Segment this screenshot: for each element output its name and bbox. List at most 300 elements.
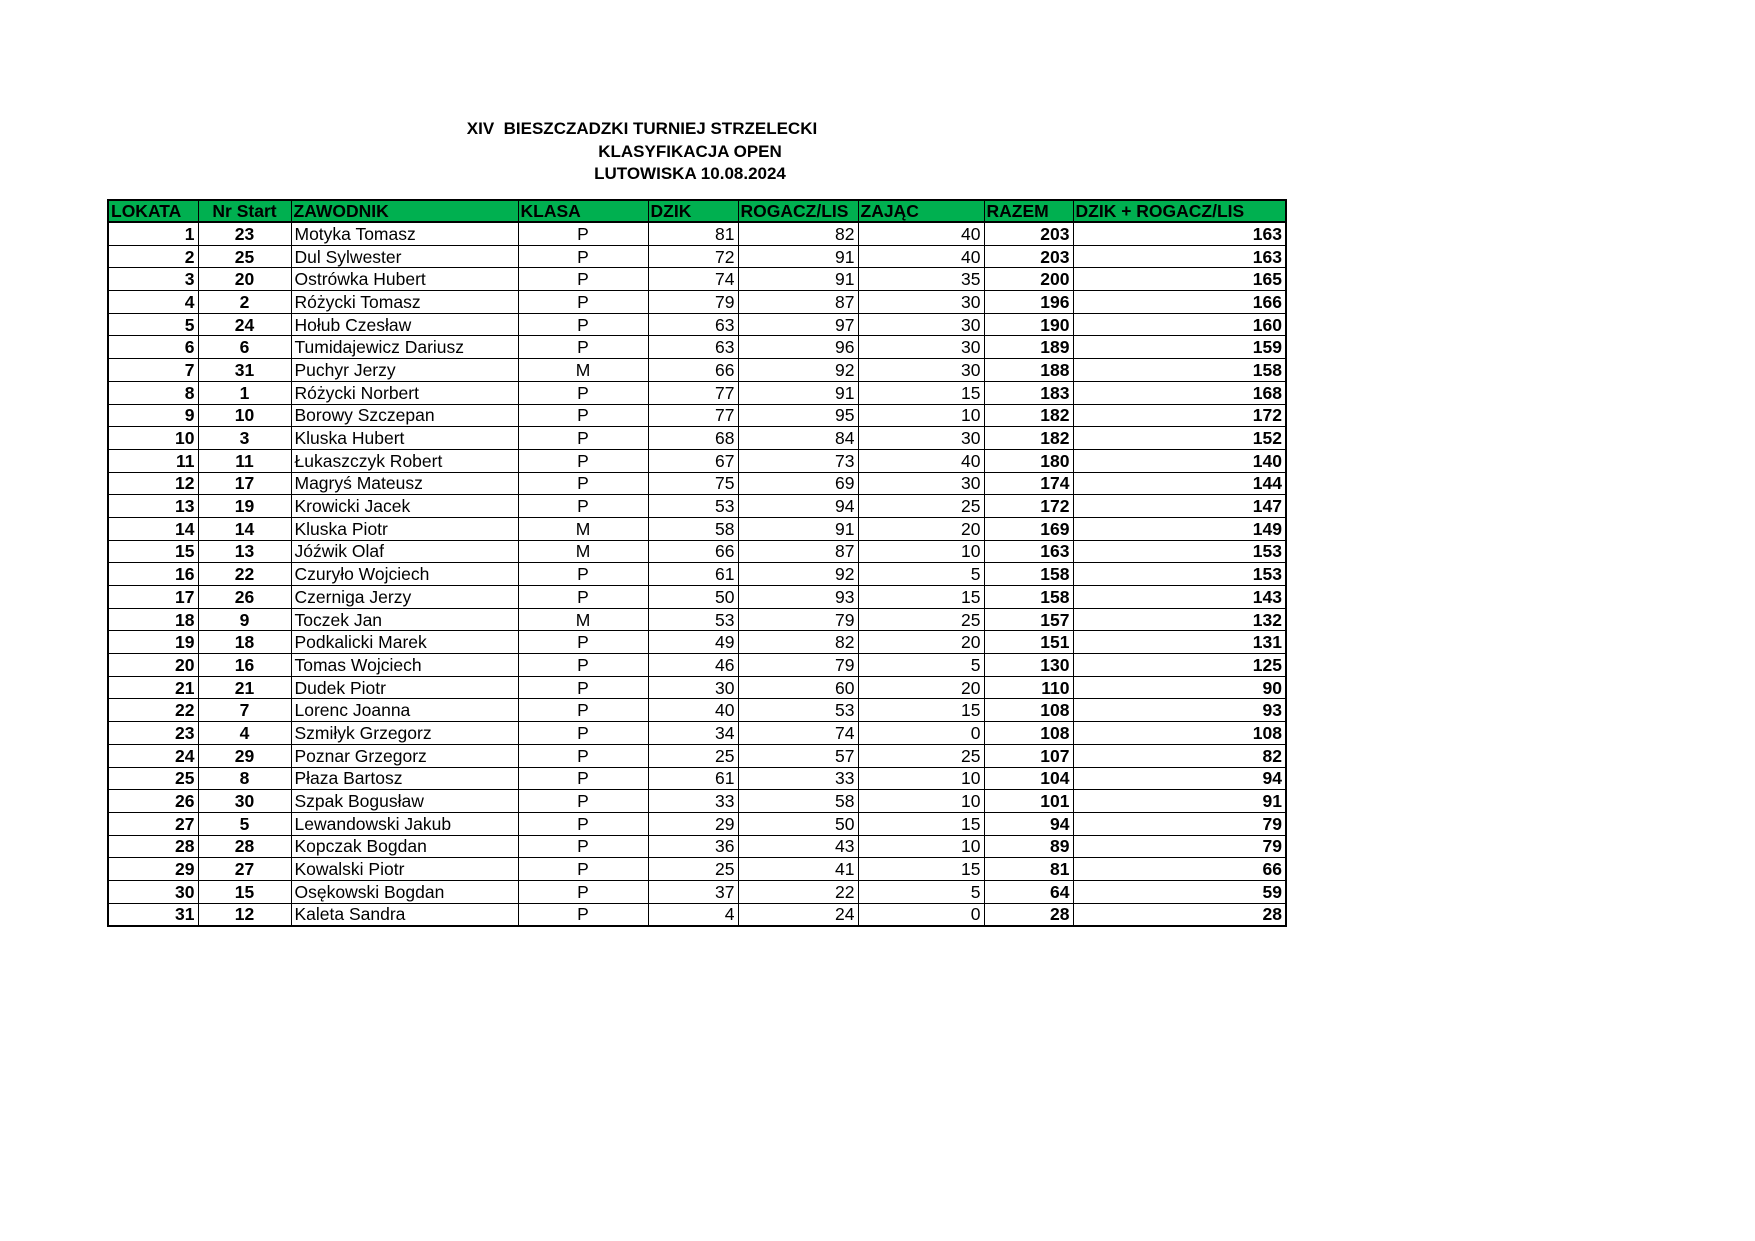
table-row <box>108 313 1286 336</box>
dzik-rogacz-lis-cell: 79 <box>1073 835 1286 858</box>
table-row <box>108 404 1286 427</box>
dzik-cell: 58 <box>648 517 738 540</box>
dzik-rogacz-lis-cell: 132 <box>1073 608 1286 631</box>
zawodnik-cell: Kluska Piotr <box>291 517 518 540</box>
razem-cell: 108 <box>984 699 1073 722</box>
lokata-cell: 21 <box>108 676 198 699</box>
razem-cell: 183 <box>984 381 1073 404</box>
razem-cell: 174 <box>984 472 1073 495</box>
lokata-cell: 18 <box>108 608 198 631</box>
zajac-cell: 5 <box>858 563 984 586</box>
dzik-cell: 37 <box>648 880 738 903</box>
rogacz-lis-cell: 69 <box>738 472 858 495</box>
klasa-cell: P <box>518 449 648 472</box>
lokata-cell: 16 <box>108 563 198 586</box>
klasa-cell: M <box>518 359 648 382</box>
nr-start-cell: 23 <box>198 222 291 245</box>
razem-cell: 81 <box>984 858 1073 881</box>
col-header-nr-start: Nr Start <box>198 200 291 222</box>
dzik-rogacz-lis-cell: 59 <box>1073 880 1286 903</box>
zajac-cell: 10 <box>858 767 984 790</box>
zajac-cell: 5 <box>858 654 984 677</box>
dzik-cell: 79 <box>648 291 738 314</box>
dzik-cell: 66 <box>648 359 738 382</box>
dzik-rogacz-lis-cell: 168 <box>1073 381 1286 404</box>
rogacz-lis-cell: 96 <box>738 336 858 359</box>
dzik-rogacz-lis-cell: 153 <box>1073 540 1286 563</box>
zajac-cell: 30 <box>858 313 984 336</box>
lokata-cell: 24 <box>108 744 198 767</box>
nr-start-cell: 27 <box>198 858 291 881</box>
rogacz-lis-cell: 82 <box>738 631 858 654</box>
lokata-cell: 20 <box>108 654 198 677</box>
dzik-rogacz-lis-cell: 82 <box>1073 744 1286 767</box>
dzik-rogacz-lis-cell: 140 <box>1073 449 1286 472</box>
klasa-cell: P <box>518 676 648 699</box>
zawodnik-cell: Płaza Bartosz <box>291 767 518 790</box>
razem-cell: 101 <box>984 790 1073 813</box>
zajac-cell: 30 <box>858 291 984 314</box>
dzik-rogacz-lis-cell: 143 <box>1073 586 1286 609</box>
nr-start-cell: 6 <box>198 336 291 359</box>
nr-start-cell: 20 <box>198 268 291 291</box>
klasa-cell: P <box>518 586 648 609</box>
zajac-cell: 10 <box>858 404 984 427</box>
table-row <box>108 472 1286 495</box>
zawodnik-cell: Poznar Grzegorz <box>291 744 518 767</box>
rogacz-lis-cell: 58 <box>738 790 858 813</box>
table-row <box>108 336 1286 359</box>
lokata-cell: 13 <box>108 495 198 518</box>
nr-start-cell: 5 <box>198 812 291 835</box>
zawodnik-cell: Szmiłyk Grzegorz <box>291 722 518 745</box>
dzik-cell: 68 <box>648 427 738 450</box>
col-header-dzik: DZIK <box>648 200 738 222</box>
zajac-cell: 20 <box>858 676 984 699</box>
dzik-rogacz-lis-cell: 160 <box>1073 313 1286 336</box>
zajac-cell: 0 <box>858 903 984 926</box>
klasa-cell: P <box>518 722 648 745</box>
razem-cell: 188 <box>984 359 1073 382</box>
razem-cell: 104 <box>984 767 1073 790</box>
razem-cell: 200 <box>984 268 1073 291</box>
nr-start-cell: 7 <box>198 699 291 722</box>
dzik-cell: 63 <box>648 336 738 359</box>
lokata-cell: 10 <box>108 427 198 450</box>
nr-start-cell: 25 <box>198 245 291 268</box>
lokata-cell: 8 <box>108 381 198 404</box>
zawodnik-cell: Szpak Bogusław <box>291 790 518 813</box>
dzik-rogacz-lis-cell: 91 <box>1073 790 1286 813</box>
dzik-cell: 63 <box>648 313 738 336</box>
dzik-rogacz-lis-cell: 79 <box>1073 812 1286 835</box>
zawodnik-cell: Kowalski Piotr <box>291 858 518 881</box>
dzik-cell: 33 <box>648 790 738 813</box>
klasa-cell: P <box>518 222 648 245</box>
header-row <box>108 200 1286 222</box>
nr-start-cell: 12 <box>198 903 291 926</box>
lokata-cell: 2 <box>108 245 198 268</box>
klasa-cell: P <box>518 268 648 291</box>
nr-start-cell: 17 <box>198 472 291 495</box>
table-row <box>108 835 1286 858</box>
lokata-cell: 29 <box>108 858 198 881</box>
klasa-cell: M <box>518 517 648 540</box>
klasa-cell: P <box>518 654 648 677</box>
dzik-cell: 25 <box>648 858 738 881</box>
razem-cell: 64 <box>984 880 1073 903</box>
klasa-cell: M <box>518 540 648 563</box>
klasa-cell: P <box>518 880 648 903</box>
zawodnik-cell: Jóźwik Olaf <box>291 540 518 563</box>
zawodnik-cell: Ostrówka Hubert <box>291 268 518 291</box>
dzik-cell: 40 <box>648 699 738 722</box>
lokata-cell: 30 <box>108 880 198 903</box>
dzik-cell: 29 <box>648 812 738 835</box>
rogacz-lis-cell: 94 <box>738 495 858 518</box>
table-row <box>108 381 1286 404</box>
dzik-cell: 67 <box>648 449 738 472</box>
klasa-cell: P <box>518 744 648 767</box>
col-header-rogacz-lis: ROGACZ/LIS <box>738 200 858 222</box>
dzik-cell: 61 <box>648 767 738 790</box>
col-header-lokata: LOKATA <box>108 200 198 222</box>
table-row <box>108 427 1286 450</box>
rogacz-lis-cell: 97 <box>738 313 858 336</box>
zajac-cell: 30 <box>858 472 984 495</box>
zajac-cell: 20 <box>858 631 984 654</box>
zawodnik-cell: Różycki Norbert <box>291 381 518 404</box>
dzik-cell: 77 <box>648 381 738 404</box>
klasa-cell: P <box>518 245 648 268</box>
table-row <box>108 586 1286 609</box>
table-row <box>108 449 1286 472</box>
nr-start-cell: 18 <box>198 631 291 654</box>
zawodnik-cell: Różycki Tomasz <box>291 291 518 314</box>
zawodnik-cell: Łukaszczyk Robert <box>291 449 518 472</box>
lokata-cell: 7 <box>108 359 198 382</box>
razem-cell: 182 <box>984 427 1073 450</box>
dzik-rogacz-lis-cell: 125 <box>1073 654 1286 677</box>
zajac-cell: 10 <box>858 835 984 858</box>
lokata-cell: 15 <box>108 540 198 563</box>
zajac-cell: 15 <box>858 699 984 722</box>
nr-start-cell: 2 <box>198 291 291 314</box>
rogacz-lis-cell: 60 <box>738 676 858 699</box>
dzik-cell: 81 <box>648 222 738 245</box>
lokata-cell: 27 <box>108 812 198 835</box>
zajac-cell: 15 <box>858 586 984 609</box>
table-row <box>108 268 1286 291</box>
nr-start-cell: 31 <box>198 359 291 382</box>
zawodnik-cell: Podkalicki Marek <box>291 631 518 654</box>
table-row <box>108 222 1286 245</box>
klasa-cell: P <box>518 835 648 858</box>
table-row <box>108 608 1286 631</box>
table-row <box>108 790 1286 813</box>
nr-start-cell: 9 <box>198 608 291 631</box>
dzik-cell: 72 <box>648 245 738 268</box>
zawodnik-cell: Tomas Wojciech <box>291 654 518 677</box>
rogacz-lis-cell: 73 <box>738 449 858 472</box>
table-row <box>108 903 1286 926</box>
dzik-cell: 66 <box>648 540 738 563</box>
zawodnik-cell: Dul Sylwester <box>291 245 518 268</box>
rogacz-lis-cell: 57 <box>738 744 858 767</box>
zajac-cell: 30 <box>858 336 984 359</box>
zawodnik-cell: Borowy Szczepan <box>291 404 518 427</box>
klasa-cell: P <box>518 563 648 586</box>
rogacz-lis-cell: 91 <box>738 517 858 540</box>
rogacz-lis-cell: 91 <box>738 268 858 291</box>
zawodnik-cell: Tumidajewicz Dariusz <box>291 336 518 359</box>
nr-start-cell: 8 <box>198 767 291 790</box>
col-header-dzik-rogacz-lis: DZIK + ROGACZ/LIS <box>1073 200 1286 222</box>
zawodnik-cell: Lewandowski Jakub <box>291 812 518 835</box>
dzik-rogacz-lis-cell: 152 <box>1073 427 1286 450</box>
dzik-rogacz-lis-cell: 158 <box>1073 359 1286 382</box>
zawodnik-cell: Czuryło Wojciech <box>291 563 518 586</box>
dzik-cell: 53 <box>648 495 738 518</box>
lokata-cell: 17 <box>108 586 198 609</box>
zawodnik-cell: Magryś Mateusz <box>291 472 518 495</box>
rogacz-lis-cell: 22 <box>738 880 858 903</box>
table-row <box>108 495 1286 518</box>
rogacz-lis-cell: 92 <box>738 359 858 382</box>
dzik-rogacz-lis-cell: 66 <box>1073 858 1286 881</box>
dzik-rogacz-lis-cell: 159 <box>1073 336 1286 359</box>
dzik-rogacz-lis-cell: 90 <box>1073 676 1286 699</box>
nr-start-cell: 24 <box>198 313 291 336</box>
klasa-cell: P <box>518 699 648 722</box>
table-row <box>108 722 1286 745</box>
klasa-cell: P <box>518 313 648 336</box>
lokata-cell: 19 <box>108 631 198 654</box>
klasa-cell: P <box>518 495 648 518</box>
dzik-cell: 77 <box>648 404 738 427</box>
dzik-cell: 75 <box>648 472 738 495</box>
nr-start-cell: 4 <box>198 722 291 745</box>
zajac-cell: 15 <box>858 381 984 404</box>
rogacz-lis-cell: 41 <box>738 858 858 881</box>
klasa-cell: P <box>518 812 648 835</box>
klasa-cell: P <box>518 336 648 359</box>
rogacz-lis-cell: 91 <box>738 381 858 404</box>
razem-cell: 158 <box>984 563 1073 586</box>
table-row <box>108 245 1286 268</box>
dzik-cell: 61 <box>648 563 738 586</box>
table-row <box>108 812 1286 835</box>
razem-cell: 189 <box>984 336 1073 359</box>
zawodnik-cell: Lorenc Joanna <box>291 699 518 722</box>
rogacz-lis-cell: 84 <box>738 427 858 450</box>
lokata-cell: 1 <box>108 222 198 245</box>
dzik-rogacz-lis-cell: 131 <box>1073 631 1286 654</box>
lokata-cell: 28 <box>108 835 198 858</box>
table-row <box>108 291 1286 314</box>
razem-cell: 28 <box>984 903 1073 926</box>
nr-start-cell: 28 <box>198 835 291 858</box>
rogacz-lis-cell: 87 <box>738 540 858 563</box>
dzik-rogacz-lis-cell: 165 <box>1073 268 1286 291</box>
classification-title: KLASYFIKACJA OPEN <box>598 141 782 161</box>
table-row <box>108 699 1286 722</box>
zawodnik-cell: Osękowski Bogdan <box>291 880 518 903</box>
nr-start-cell: 16 <box>198 654 291 677</box>
rogacz-lis-cell: 33 <box>738 767 858 790</box>
dzik-rogacz-lis-cell: 149 <box>1073 517 1286 540</box>
zajac-cell: 15 <box>858 812 984 835</box>
lokata-cell: 3 <box>108 268 198 291</box>
rogacz-lis-cell: 95 <box>738 404 858 427</box>
dzik-rogacz-lis-cell: 28 <box>1073 903 1286 926</box>
klasa-cell: M <box>518 608 648 631</box>
zajac-cell: 25 <box>858 744 984 767</box>
nr-start-cell: 26 <box>198 586 291 609</box>
nr-start-cell: 15 <box>198 880 291 903</box>
zajac-cell: 10 <box>858 540 984 563</box>
col-header-klasa: KLASA <box>518 200 648 222</box>
nr-start-cell: 29 <box>198 744 291 767</box>
klasa-cell: P <box>518 427 648 450</box>
lokata-cell: 31 <box>108 903 198 926</box>
dzik-cell: 34 <box>648 722 738 745</box>
rogacz-lis-cell: 53 <box>738 699 858 722</box>
zajac-cell: 25 <box>858 608 984 631</box>
klasa-cell: P <box>518 767 648 790</box>
dzik-rogacz-lis-cell: 93 <box>1073 699 1286 722</box>
dzik-cell: 50 <box>648 586 738 609</box>
nr-start-cell: 1 <box>198 381 291 404</box>
rogacz-lis-cell: 43 <box>738 835 858 858</box>
nr-start-cell: 19 <box>198 495 291 518</box>
zajac-cell: 5 <box>858 880 984 903</box>
klasa-cell: P <box>518 858 648 881</box>
razem-cell: 110 <box>984 676 1073 699</box>
nr-start-cell: 21 <box>198 676 291 699</box>
zajac-cell: 30 <box>858 359 984 382</box>
razem-cell: 196 <box>984 291 1073 314</box>
nr-start-cell: 11 <box>198 449 291 472</box>
razem-cell: 180 <box>984 449 1073 472</box>
razem-cell: 163 <box>984 540 1073 563</box>
razem-cell: 158 <box>984 586 1073 609</box>
dzik-cell: 36 <box>648 835 738 858</box>
table-row <box>108 880 1286 903</box>
zawodnik-cell: Krowicki Jacek <box>291 495 518 518</box>
dzik-cell: 53 <box>648 608 738 631</box>
razem-cell: 108 <box>984 722 1073 745</box>
rogacz-lis-cell: 24 <box>738 903 858 926</box>
zawodnik-cell: Motyka Tomasz <box>291 222 518 245</box>
razem-cell: 203 <box>984 245 1073 268</box>
zawodnik-cell: Kluska Hubert <box>291 427 518 450</box>
nr-start-cell: 22 <box>198 563 291 586</box>
zawodnik-cell: Toczek Jan <box>291 608 518 631</box>
razem-cell: 130 <box>984 654 1073 677</box>
rogacz-lis-cell: 50 <box>738 812 858 835</box>
table-row <box>108 631 1286 654</box>
zawodnik-cell: Hołub Czesław <box>291 313 518 336</box>
zawodnik-cell: Kaleta Sandra <box>291 903 518 926</box>
zawodnik-cell: Czerniga Jerzy <box>291 586 518 609</box>
table-row <box>108 540 1286 563</box>
dzik-rogacz-lis-cell: 94 <box>1073 767 1286 790</box>
klasa-cell: P <box>518 404 648 427</box>
lokata-cell: 5 <box>108 313 198 336</box>
rogacz-lis-cell: 93 <box>738 586 858 609</box>
lokata-cell: 23 <box>108 722 198 745</box>
zawodnik-cell: Puchyr Jerzy <box>291 359 518 382</box>
zajac-cell: 25 <box>858 495 984 518</box>
zajac-cell: 10 <box>858 790 984 813</box>
document-title-block <box>350 118 1030 186</box>
nr-start-cell: 13 <box>198 540 291 563</box>
nr-start-cell: 14 <box>198 517 291 540</box>
results-body <box>108 222 1286 926</box>
dzik-rogacz-lis-cell: 153 <box>1073 563 1286 586</box>
dzik-rogacz-lis-cell: 108 <box>1073 722 1286 745</box>
rogacz-lis-cell: 79 <box>738 654 858 677</box>
klasa-cell: P <box>518 381 648 404</box>
zajac-cell: 35 <box>858 268 984 291</box>
zajac-cell: 40 <box>858 245 984 268</box>
razem-cell: 190 <box>984 313 1073 336</box>
zawodnik-cell: Dudek Piotr <box>291 676 518 699</box>
nr-start-cell: 3 <box>198 427 291 450</box>
lokata-cell: 12 <box>108 472 198 495</box>
table-row <box>108 744 1286 767</box>
nr-start-cell: 10 <box>198 404 291 427</box>
zajac-cell: 20 <box>858 517 984 540</box>
zajac-cell: 30 <box>858 427 984 450</box>
lokata-cell: 26 <box>108 790 198 813</box>
nr-start-cell: 30 <box>198 790 291 813</box>
dzik-rogacz-lis-cell: 166 <box>1073 291 1286 314</box>
razem-cell: 169 <box>984 517 1073 540</box>
razem-cell: 107 <box>984 744 1073 767</box>
dzik-cell: 74 <box>648 268 738 291</box>
razem-cell: 157 <box>984 608 1073 631</box>
razem-cell: 203 <box>984 222 1073 245</box>
col-header-zawodnik: ZAWODNIK <box>291 200 518 222</box>
lokata-cell: 25 <box>108 767 198 790</box>
table-row <box>108 654 1286 677</box>
tournament-title: XIV BIESZCZADZKI TURNIEJ STRZELECKI <box>466 119 818 138</box>
klasa-cell: P <box>518 790 648 813</box>
dzik-rogacz-lis-cell: 147 <box>1073 495 1286 518</box>
table-row <box>108 676 1286 699</box>
rogacz-lis-cell: 74 <box>738 722 858 745</box>
table-row <box>108 359 1286 382</box>
dzik-cell: 25 <box>648 744 738 767</box>
dzik-rogacz-lis-cell: 144 <box>1073 472 1286 495</box>
klasa-cell: P <box>518 903 648 926</box>
table-row <box>108 563 1286 586</box>
razem-cell: 94 <box>984 812 1073 835</box>
lokata-cell: 4 <box>108 291 198 314</box>
dzik-cell: 30 <box>648 676 738 699</box>
table-row <box>108 858 1286 881</box>
klasa-cell: P <box>518 631 648 654</box>
zajac-cell: 40 <box>858 222 984 245</box>
dzik-cell: 49 <box>648 631 738 654</box>
table-row <box>108 517 1286 540</box>
klasa-cell: P <box>518 291 648 314</box>
location-date-title: LUTOWISKA 10.08.2024 <box>594 164 786 183</box>
col-header-razem: RAZEM <box>984 200 1073 222</box>
klasa-cell: P <box>518 472 648 495</box>
